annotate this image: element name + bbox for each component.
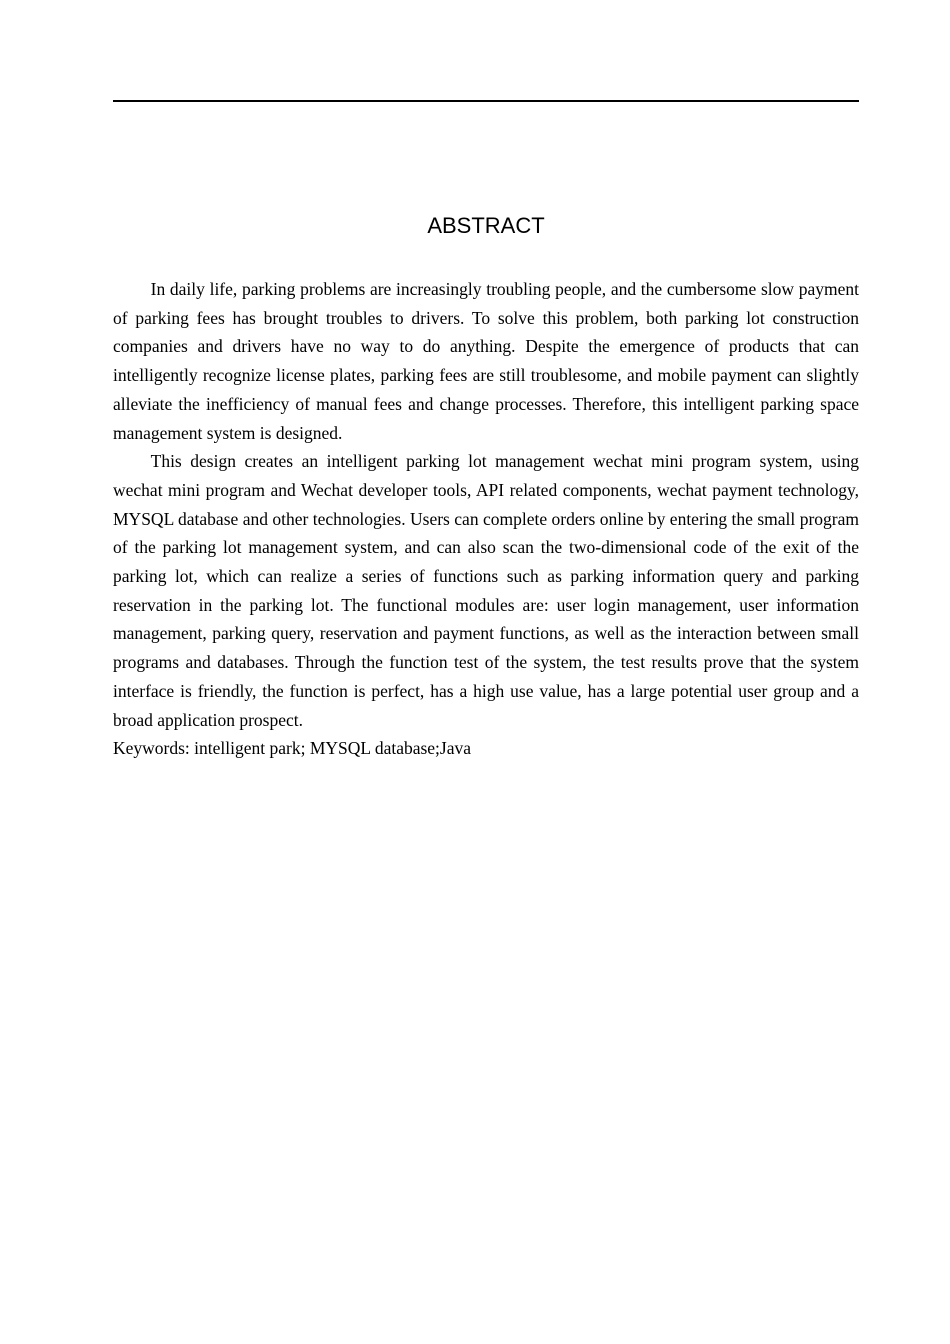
abstract-paragraph-1: In daily life, parking problems are increasingly troubling people, and the cumbersome slow payment of parking fees has brought troubles to drivers. To solve this problem, both parking lot construction companies and drivers have no way to do anything. Despite the emergence of products that can intelligently recognize license plates, parking fees are still troublesome, and mobile payment can slightly alleviate the inefficiency of manual fees and change processes. Therefore, this intelligent parking space management system is designed. <box>113 279 859 443</box>
abstract-body <box>113 275 859 763</box>
keywords-line: Keywords: intelligent park; MYSQL database;Java <box>113 738 472 759</box>
header-rule <box>113 100 859 102</box>
abstract-paragraph-2: This design creates an intelligent parking lot management wechat mini program system, using wechat mini program and Wechat developer tools, API related components, wechat payment technology, MYSQL database and other technologies. Users can complete orders online by entering the small program of the parking lot management system, and can also scan the two-dimensional code of the exit of the parking lot, which can realize a series of functions such as parking information query and parking reservation in the parking lot. The functional modules are: user login management, user information management, parking query, reservation and payment functions, as well as the interaction between small programs and databases. Through the function test of the system, the test results prove that the system interface is friendly, the function is perfect, has a high use value, has a large potential user group and a broad application prospect. <box>113 451 859 730</box>
abstract-title: ABSTRACT <box>427 213 545 238</box>
